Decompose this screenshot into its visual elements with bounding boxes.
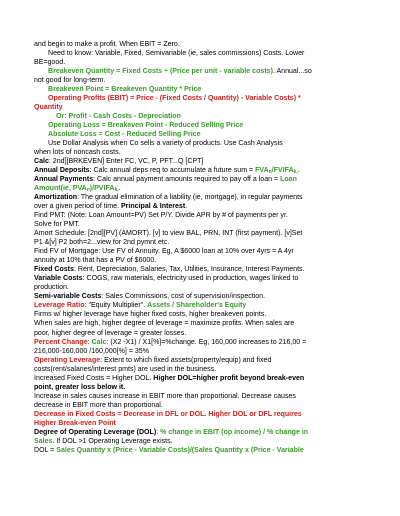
formula-part: Amount(ie, PVA bbox=[34, 185, 87, 193]
calc-label: Calc bbox=[34, 158, 49, 166]
text-line: when lots of noncash costs. bbox=[34, 149, 121, 157]
text-line: BE=good. bbox=[34, 59, 66, 67]
text-span: : (X2 -X1) / X1[%]=%change. Eg, 160,000 increases to 216,00 = bbox=[106, 338, 307, 346]
semi-variable-line bbox=[34, 292, 374, 301]
formula-dol-quantity: Sales Quantity x (Price - Variable Costs)/(Sales Quantity x (Price - Variable bbox=[56, 446, 304, 454]
variable-costs-line bbox=[34, 274, 374, 283]
text-span: : COGS, raw materials, electricity used in production, wages linked to bbox=[82, 275, 299, 283]
notes-body bbox=[34, 40, 374, 455]
red-statement: Decrease in Fixed Costs = Decrease in DFL or DOL. Higher DOL or DFL requires bbox=[34, 410, 302, 418]
text-span: . bbox=[185, 203, 188, 211]
text-span: : Sales Commissions, cost of supervision/inspection. bbox=[101, 293, 266, 301]
dfl-dol-line bbox=[34, 410, 374, 419]
amortization-line-cont bbox=[34, 202, 374, 211]
term-annual-payments: Annual Payments bbox=[34, 176, 94, 184]
term-dol: Degree of Operating Leverage (DOL) bbox=[34, 428, 157, 436]
formula-pva bbox=[34, 185, 119, 192]
text-line: Use Dollar Analysis when Co sells a variety of products. Use Cash Analysis bbox=[48, 140, 283, 148]
text-span: : The gradual elimination of a liability (ie, mortgage), in regular payments bbox=[77, 194, 303, 202]
term-operating-leverage: Operating Leverage bbox=[34, 356, 101, 364]
term-annual-deposits: Annual Deposits bbox=[34, 167, 90, 175]
dol-fixed-costs-line bbox=[34, 374, 374, 383]
formula-part: )/PVIFA bbox=[89, 185, 115, 193]
text-line: Find PMT: (Note: Loan Amount=PV) Set P/Y. Divide APR by # of payments per yr. bbox=[34, 212, 288, 220]
formula-part: FVA bbox=[255, 167, 269, 175]
formula-absolute-loss bbox=[34, 130, 374, 139]
term-fixed-costs: Fixed Costs bbox=[34, 266, 74, 274]
term-semi-variable-costs: Semi-variable Costs bbox=[34, 293, 102, 301]
calc-label: Calc bbox=[91, 338, 107, 346]
formula-operating-loss bbox=[34, 121, 374, 130]
formula-text: Or: Profit - Cash Costs - Depreciation bbox=[56, 113, 181, 121]
text-line: Need to know: Variable, Fixed, Semivariable (ie, sales commissions) Costs. Lower bbox=[48, 50, 305, 58]
annual-payments-line bbox=[34, 175, 374, 184]
text-line: not good for long-term. bbox=[34, 77, 106, 85]
text-line: Solve for PMT. bbox=[34, 221, 80, 229]
formula-dol: Sales bbox=[34, 437, 53, 445]
annual-payments-formula-line bbox=[34, 184, 374, 193]
formula-operating-profits-cont bbox=[34, 103, 374, 112]
formula-profit-alt bbox=[34, 112, 374, 121]
subscript: n bbox=[268, 169, 272, 176]
text-span: : bbox=[87, 338, 92, 346]
text-line: Increase in sales causes increase in EBIT more than proportional. Decrease causes bbox=[34, 392, 296, 400]
formula-part: Loan bbox=[280, 176, 297, 184]
red-statement: Higher Break-even Point bbox=[34, 419, 116, 427]
bold-statement-cont bbox=[34, 383, 374, 392]
formula-text: Quantity bbox=[34, 104, 63, 112]
calc-line bbox=[34, 157, 374, 166]
text-line: and begin to make a profit. When EBIT = Zero. bbox=[34, 41, 180, 48]
text-line: poor, higher degree of leverage = greater losses. bbox=[34, 329, 187, 337]
formula-text: Absolute Loss = Cost - Reduced Selling Price bbox=[48, 131, 201, 139]
formula-text: Breakeven Point = Breakeven Quantity * Price bbox=[48, 86, 202, 94]
bold-statement: point, greater loss below it. bbox=[34, 383, 126, 391]
subscript: n bbox=[86, 187, 90, 194]
formula-fva bbox=[255, 167, 298, 174]
text-span: : Rent, Depreciation, Salaries, Tax, Utilities, Insurance, Interest Payments. bbox=[73, 266, 305, 274]
text-line: Find FV of Mortgage: Use FV of Annuity. Eg, A $6000 loan at 10% over 4yrs = A 4yr bbox=[34, 248, 294, 256]
text-span: : bbox=[156, 428, 161, 436]
text-line: annuity at 10% that has a PV of $6000. bbox=[34, 257, 157, 265]
subscript: k, bbox=[114, 187, 119, 194]
dol-definition-cont bbox=[34, 437, 374, 446]
text-line: When sales are high, higher degree of leverage = maximize profits. When sales are bbox=[34, 320, 295, 328]
text-span: : "Equity Multiplier". bbox=[84, 302, 148, 310]
formula-leverage-ratio: Assets / Shareholder's Equity bbox=[147, 302, 247, 310]
annual-deposits-line bbox=[34, 166, 374, 175]
breakeven-quantity-line bbox=[34, 67, 374, 76]
dol-formula-line bbox=[34, 446, 374, 455]
percent-change-line bbox=[34, 338, 374, 347]
text-span: . bbox=[118, 185, 121, 193]
fixed-costs-line bbox=[34, 265, 374, 274]
formula-dol: % change in EBIT (op income) / % change in bbox=[160, 428, 309, 436]
subscript: k, bbox=[293, 169, 298, 176]
text-line: costs(rent/salaries/interest pmts) are used in the business. bbox=[34, 365, 217, 373]
bold-statement: Higher DOL=higher profit beyond break-even bbox=[153, 374, 305, 382]
formula-breakeven-quantity: Breakeven Quantity = Fixed Costs ÷ (Price per unit - variable costs) bbox=[48, 68, 273, 76]
text-span: DOL = bbox=[34, 446, 57, 454]
formula-text: Operating Profits (EBIT) = Price - (Fixed Costs / Quantity) - Variable Costs) * bbox=[48, 95, 301, 103]
text-span: : Calc annual payment amounts required to pay off a loan = bbox=[93, 176, 281, 184]
formula-breakeven-point bbox=[34, 85, 374, 94]
text-span: . bbox=[297, 167, 300, 175]
leverage-ratio-line bbox=[34, 301, 374, 310]
text-span: . If DOL >1 Operating Leverage exists. bbox=[52, 437, 173, 445]
text-span: : Calc annual deps req to accumulate a future sum = bbox=[89, 167, 256, 175]
term-percent-change: Percent Change bbox=[34, 338, 88, 346]
text-line: production. bbox=[34, 284, 69, 292]
term-principal-interest: Principal & Interest bbox=[120, 203, 186, 211]
amortization-line bbox=[34, 193, 374, 202]
text-line: 216,000-160,000 /160,000[%] = 35% bbox=[34, 347, 149, 355]
formula-operating-profits bbox=[34, 94, 374, 103]
text-span: Increased Fixed Costs = Higher DOL. bbox=[34, 374, 154, 382]
text-span: : Extent to which fixed assets(property/equip) and fixed bbox=[100, 356, 272, 364]
dol-definition-line bbox=[34, 428, 374, 437]
text-span: over a given period of time. bbox=[34, 203, 121, 211]
formula-text: Operating Loss = Breakeven Point - Reduced Selling Price bbox=[48, 122, 244, 130]
formula-part: /FVIFA bbox=[271, 167, 294, 175]
text-span: . Annual...so bbox=[272, 68, 312, 76]
term-variable-costs: Variable Costs bbox=[34, 275, 83, 283]
term-leverage-ratio: Leverage Ratio bbox=[34, 302, 85, 310]
operating-leverage-line bbox=[34, 356, 374, 365]
text-line: P1 &[v] P2 both=2...view for 2nd pymnt etc. bbox=[34, 239, 170, 247]
dfl-dol-line-cont bbox=[34, 419, 374, 428]
text-line: Amort Schedule: [2nd][PV] (AMORT). [v] to view BAL, PRN, INT (first payment). [v]Set bbox=[34, 230, 303, 238]
term-amortization: Amortization bbox=[34, 194, 78, 202]
text-line: Firms w/ higher leverage have higher fixed costs, higher breakeven points. bbox=[34, 311, 267, 319]
text-line: decrease in EBIT more than proportional. bbox=[34, 401, 163, 409]
text-span: : 2nd][BRKEVEN] Enter FC, VC, P, PFT...Q [CPT] bbox=[48, 158, 204, 166]
